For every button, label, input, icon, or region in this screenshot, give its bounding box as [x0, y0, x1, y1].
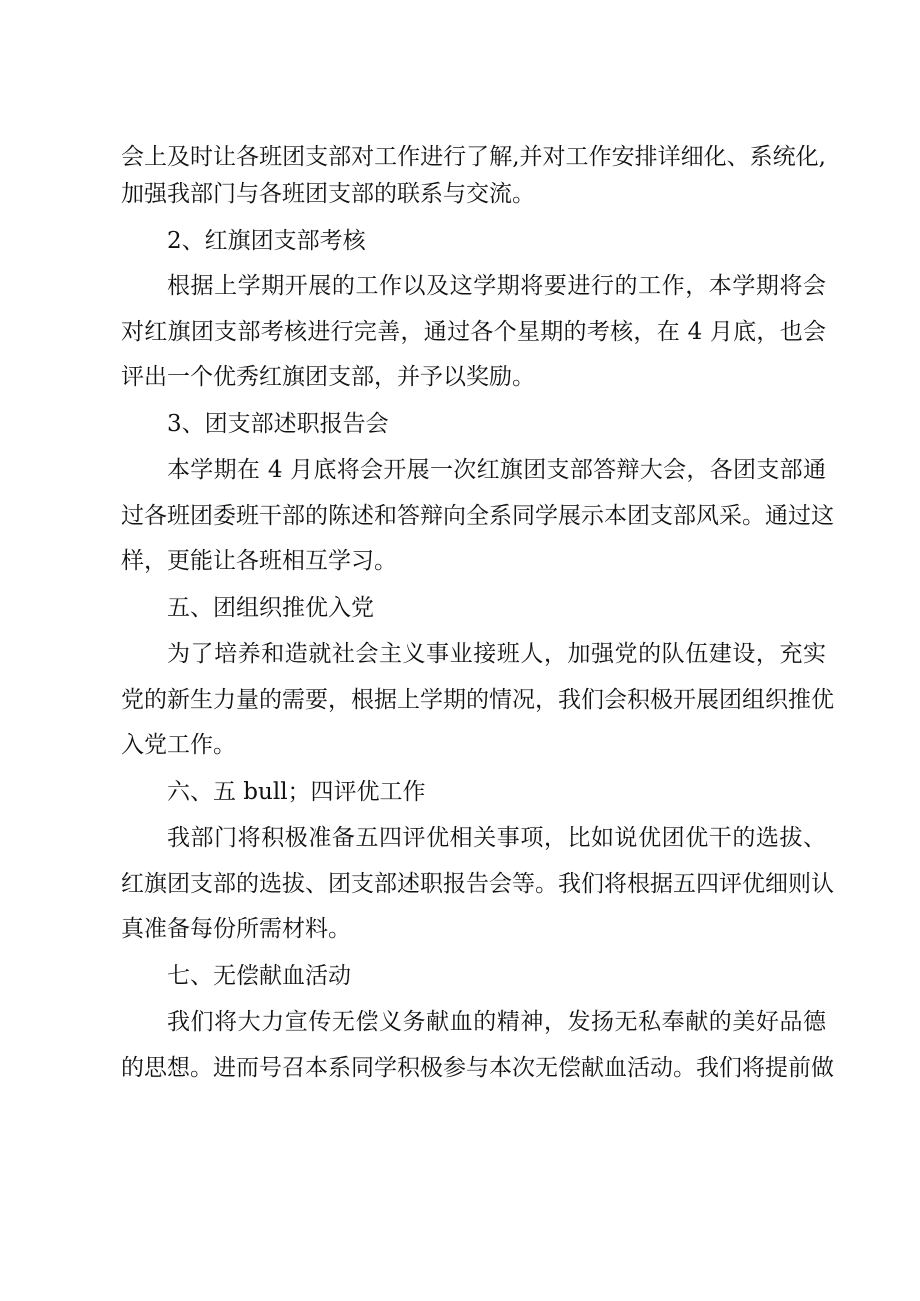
body-text-line: 过各班团委班干部的陈述和答辩向全系同学展示本团支部风采。通过这 [121, 503, 834, 529]
section-heading: 七、无偿献血活动 [167, 963, 351, 989]
section-heading: 五、团组织推优入党 [167, 595, 374, 621]
body-text-line: 我们将大力宣传无偿义务献血的精神，发扬无私奉献的美好品德 [167, 1009, 826, 1035]
body-text-line: 评出一个优秀红旗团支部，并予以奖励。 [121, 364, 535, 390]
section-heading: 2、红旗团支部考核 [167, 228, 366, 254]
body-text-line: 根据上学期开展的工作以及这学期将要进行的工作，本学期将会 [167, 273, 826, 299]
body-text-line: 入党工作。 [121, 732, 236, 758]
body-text-line: 我部门将积极准备五四评优相关事项，比如说优团优干的选拔、 [167, 825, 826, 851]
body-text-line: 真准备每份所需材料。 [121, 916, 351, 942]
body-text-line: 红旗团支部的选拔、团支部述职报告会等。我们将根据五四评优细则认 [121, 871, 834, 897]
section-heading: 六、五 bull；四评优工作 [167, 779, 426, 805]
body-text-line: 的思想。进而号召本系同学积极参与本次无偿献血活动。我们将提前做 [121, 1055, 834, 1081]
body-text-line: 会上及时让各班团支部对工作进行了解,并对工作安排详细化、系统化, [121, 144, 826, 170]
body-text-line: 本学期在 4 月底将会开展一次红旗团支部答辩大会，各团支部通 [167, 457, 826, 483]
body-text-line: 为了培养和造就社会主义事业接班人，加强党的队伍建设，充实 [167, 641, 826, 667]
section-heading: 3、团支部述职报告会 [167, 411, 389, 437]
body-text-line: 样，更能让各班相互学习。 [121, 548, 397, 574]
body-text-line: 对红旗团支部考核进行完善，通过各个星期的考核，在 4 月底，也会 [121, 319, 826, 345]
body-text-line: 党的新生力量的需要，根据上学期的情况，我们会积极开展团组织推优 [121, 687, 834, 713]
body-text-line: 加强我部门与各班团支部的联系与交流。 [121, 181, 535, 207]
